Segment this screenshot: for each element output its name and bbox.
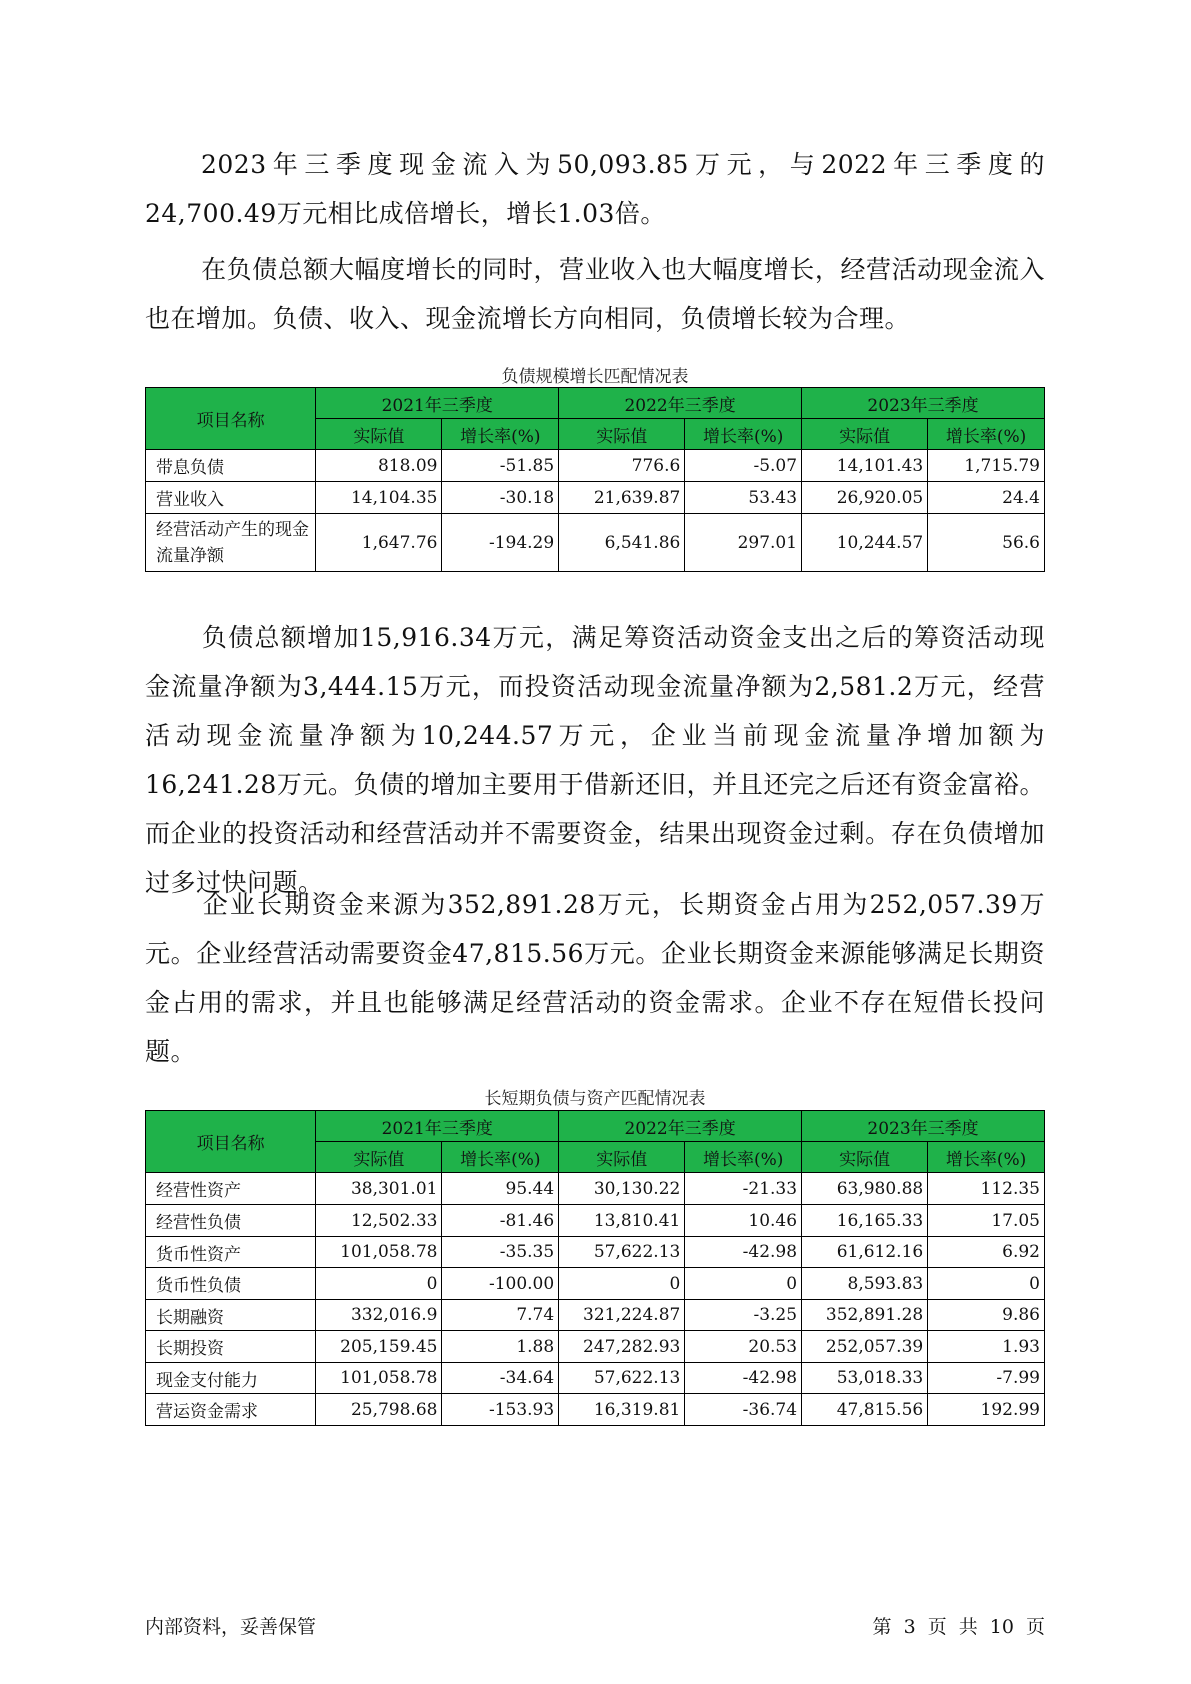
table1-caption: 负债规模增长匹配情况表: [501, 367, 689, 387]
table-row: [146, 1363, 1045, 1394]
paragraph-debt-growth: 在负债总额大幅度增长的同时，营业收入也大幅度增长，经营活动现金流入也在增加。负债、收入、现金流增长方向相同，负债增长较为合理。: [145, 255, 1045, 333]
paragraph-debt-increase: 负债总额增加15,916.34万元，满足筹资活动资金支出之后的筹资活动现金流量净额为3,444.15万元，而投资活动现金流量净额为2,581.2万元，经营活动现金流量净额为10,244.57万元，企业当前现金流量净增加额为16,241.28万元。负债的增加主要用于借新还旧，并且还完之后还有资金富裕。而企业的投资活动和经营活动并不需要资金，结果出现资金过剩。存在负债增加过多过快问题。: [145, 623, 1045, 897]
table-cell: 0: [928, 1268, 1045, 1300]
header-item-name: 项目名称: [146, 388, 316, 450]
table-cell: 16,319.81: [559, 1394, 685, 1426]
table-cell: -153.93: [442, 1394, 559, 1426]
table-cell: -81.46: [442, 1205, 559, 1237]
table-cell: 818.09: [316, 450, 442, 482]
table-cell: 56.6: [928, 514, 1045, 572]
table-cell: 0: [316, 1268, 442, 1300]
table-cell: 112.35: [928, 1173, 1045, 1205]
table-cell: -30.18: [442, 482, 559, 514]
table-row: [146, 482, 1045, 514]
paragraph-long-term-funds: 企业长期资金来源为352,891.28万元，长期资金占用为252,057.39万元。企业经营活动需要资金47,815.56万元。企业长期资金来源能够满足长期资金占用的需求，并且也能够满足经营活动的资金需求。企业不存在短借长投问题。: [145, 890, 1045, 1066]
table-cell: -42.98: [685, 1237, 802, 1268]
header-period: 2023年三季度: [802, 388, 1045, 419]
table-row: [146, 1268, 1045, 1300]
table-cell: 101,058.78: [316, 1363, 442, 1394]
header-sub: 增长率(%): [442, 419, 559, 450]
table-cell: -34.64: [442, 1363, 559, 1394]
table-cell: 10,244.57: [802, 514, 928, 572]
table-cell: 13,810.41: [559, 1205, 685, 1237]
table-cell: 14,104.35: [316, 482, 442, 514]
table-cell: 352,891.28: [802, 1300, 928, 1331]
table-cell: -36.74: [685, 1394, 802, 1426]
table-cell: 17.05: [928, 1205, 1045, 1237]
header-period: 2023年三季度: [802, 1111, 1045, 1142]
table-cell: 38,301.01: [316, 1173, 442, 1205]
table-cell: -194.29: [442, 514, 559, 572]
table-cell: 252,057.39: [802, 1331, 928, 1363]
table-cell: -5.07: [685, 450, 802, 482]
header-sub: 增长率(%): [928, 419, 1045, 450]
table-cell: 321,224.87: [559, 1300, 685, 1331]
header-period: 2021年三季度: [316, 1111, 559, 1142]
header-item-name: 项目名称: [146, 1111, 316, 1173]
asset-liability-table: [145, 1110, 1045, 1426]
paragraph-cash-inflow: 2023年三季度现金流入为50,093.85万元，与2022年三季度的24,700.49万元相比成倍增长，增长1.03倍。: [145, 150, 1045, 228]
table-row: [146, 1237, 1045, 1268]
table-cell: 0: [559, 1268, 685, 1300]
table-cell: 101,058.78: [316, 1237, 442, 1268]
table-cell: -7.99: [928, 1363, 1045, 1394]
row-label: 长期融资: [146, 1300, 316, 1331]
header-sub: 增长率(%): [442, 1142, 559, 1173]
table-cell: 30,130.22: [559, 1173, 685, 1205]
table-cell: 16,165.33: [802, 1205, 928, 1237]
table-row: [146, 1331, 1045, 1363]
table-cell: 1.88: [442, 1331, 559, 1363]
table2-caption: 长短期负债与资产匹配情况表: [484, 1089, 706, 1109]
header-sub: 增长率(%): [685, 1142, 802, 1173]
row-label: 经营性负债: [146, 1205, 316, 1237]
table-cell: -51.85: [442, 450, 559, 482]
row-label: 经营性资产: [146, 1173, 316, 1205]
table-cell: 61,612.16: [802, 1237, 928, 1268]
table-cell: 26,920.05: [802, 482, 928, 514]
table-cell: -42.98: [685, 1363, 802, 1394]
table-cell: 24.4: [928, 482, 1045, 514]
table-cell: 6,541.86: [559, 514, 685, 572]
table-cell: 57,622.13: [559, 1237, 685, 1268]
row-label: 营运资金需求: [146, 1394, 316, 1426]
table-cell: 53.43: [685, 482, 802, 514]
table-cell: -100.00: [442, 1268, 559, 1300]
row-label: 带息负债: [146, 450, 316, 482]
table-cell: 10.46: [685, 1205, 802, 1237]
row-label: 现金支付能力: [146, 1363, 316, 1394]
header-sub: 增长率(%): [685, 419, 802, 450]
table-cell: 12,502.33: [316, 1205, 442, 1237]
table-cell: 8,593.83: [802, 1268, 928, 1300]
header-sub: 实际值: [559, 1142, 685, 1173]
table-cell: 53,018.33: [802, 1363, 928, 1394]
header-sub: 实际值: [802, 419, 928, 450]
row-label: 经营活动产生的现金流量净额: [146, 514, 316, 572]
table-cell: 95.44: [442, 1173, 559, 1205]
table-row: [146, 514, 1045, 572]
table-cell: 7.74: [442, 1300, 559, 1331]
table-cell: 192.99: [928, 1394, 1045, 1426]
table-cell: 63,980.88: [802, 1173, 928, 1205]
table-row: [146, 1300, 1045, 1331]
table-cell: 205,159.45: [316, 1331, 442, 1363]
debt-growth-table: [145, 387, 1045, 572]
table-cell: 0: [685, 1268, 802, 1300]
table-cell: 297.01: [685, 514, 802, 572]
table-row: [146, 1173, 1045, 1205]
header-period: 2022年三季度: [559, 388, 802, 419]
table-cell: -3.25: [685, 1300, 802, 1331]
table-cell: -35.35: [442, 1237, 559, 1268]
table-cell: 247,282.93: [559, 1331, 685, 1363]
table-cell: 776.6: [559, 450, 685, 482]
table-cell: 25,798.68: [316, 1394, 442, 1426]
header-sub: 实际值: [802, 1142, 928, 1173]
footer-page-number: 第 3 页 共 10 页: [872, 1616, 1045, 1638]
row-label: 长期投资: [146, 1331, 316, 1363]
table-cell: -21.33: [685, 1173, 802, 1205]
table-row: [146, 1394, 1045, 1426]
table-cell: 1,647.76: [316, 514, 442, 572]
table-cell: 1,715.79: [928, 450, 1045, 482]
table-cell: 57,622.13: [559, 1363, 685, 1394]
table-cell: 20.53: [685, 1331, 802, 1363]
footer-confidential-note: 内部资料，妥善保管: [145, 1616, 317, 1638]
header-period: 2022年三季度: [559, 1111, 802, 1142]
header-sub: 实际值: [316, 1142, 442, 1173]
table-cell: 9.86: [928, 1300, 1045, 1331]
table-cell: 47,815.56: [802, 1394, 928, 1426]
header-sub: 实际值: [559, 419, 685, 450]
row-label: 营业收入: [146, 482, 316, 514]
table-row: [146, 1205, 1045, 1237]
table-row: [146, 450, 1045, 482]
table-cell: 1.93: [928, 1331, 1045, 1363]
header-sub: 实际值: [316, 419, 442, 450]
header-sub: 增长率(%): [928, 1142, 1045, 1173]
table-cell: 14,101.43: [802, 450, 928, 482]
row-label: 货币性资产: [146, 1237, 316, 1268]
row-label: 货币性负债: [146, 1268, 316, 1300]
table-cell: 6.92: [928, 1237, 1045, 1268]
header-period: 2021年三季度: [316, 388, 559, 419]
table-cell: 332,016.9: [316, 1300, 442, 1331]
table-cell: 21,639.87: [559, 482, 685, 514]
